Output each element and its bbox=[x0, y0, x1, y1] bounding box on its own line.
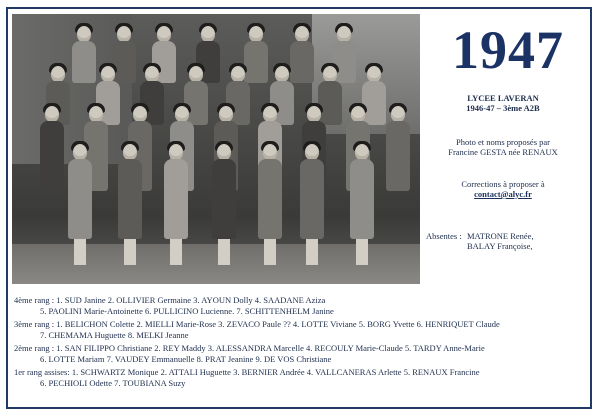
rank-3-line-1: 3ème rang : 1. BELICHON Colette 2. MIELLI Marie-Rose 3. ZEVACO Paule ?? 4. LOTTE Viviane 5. BORG Yvette 6. HENRIQUET Claude bbox=[14, 319, 500, 329]
class-photo bbox=[12, 14, 420, 284]
credit-line: Photo et noms proposés par bbox=[456, 137, 550, 147]
person-figure bbox=[384, 106, 412, 196]
corrections-label: Corrections à proposer à bbox=[461, 179, 545, 189]
person-figure bbox=[38, 106, 66, 196]
rank-4-line-2: 5. PAOLINI Marie-Antoinette 6. PULLICINO Lucienne. 7. SCHITTENHELM Janine bbox=[40, 306, 334, 316]
person-figure bbox=[162, 144, 190, 244]
contact-link[interactable]: contact@alyc.fr bbox=[474, 189, 532, 199]
rank-2-line-1: 2ème rang : 1. SAN FILIPPO Christiane 2. REY Maddy 3. ALESSANDRA Marcelle 4. RECOULY Marie-Claude 5. TARDY Anne-Marie bbox=[14, 343, 485, 353]
person-figure bbox=[298, 144, 326, 244]
year-title: 1947 bbox=[452, 20, 564, 80]
person-figure bbox=[116, 144, 144, 244]
absent-name: MATRONE Renée, bbox=[467, 231, 534, 241]
person-figure bbox=[66, 144, 94, 244]
rank-4-line-1: 4ème rang : 1. SUD Janine 2. OLLIVIER Germaine 3. AYOUN Dolly 4. SAADANE Aziza bbox=[14, 295, 326, 305]
rank-2-line-2: 6. LOTTE Mariam 7. VAUDEY Emmanuelle 8. PRAT Jeanine 9. DE VOS Christiane bbox=[40, 354, 332, 364]
person-figure bbox=[348, 144, 376, 244]
person-figure bbox=[256, 144, 284, 244]
school-name: LYCEE LAVERAN bbox=[467, 93, 539, 103]
person-figure bbox=[210, 144, 238, 244]
credit-name: Francine GESTA née RENAUX bbox=[448, 147, 558, 157]
absents-label: Absentes : bbox=[426, 231, 462, 241]
class-label: 1946-47 – 3ème A2B bbox=[466, 103, 540, 113]
absent-name: BALAY Françoise, bbox=[467, 241, 533, 251]
rank-1-line-2: 6. PECHIOLI Odette 7. TOUBIANA Suzy bbox=[40, 378, 186, 388]
rank-1-line-1: 1er rang assises: 1. SCHWARTZ Monique 2. ATTALI Huguette 3. BERNIER Andrée 4. VALLCANERAS Arlette 5. RENAUX Francine bbox=[14, 367, 480, 377]
rank-3-line-2: 7. CHEMAMA Huguette 8. MELKI Jeanne bbox=[40, 330, 189, 340]
